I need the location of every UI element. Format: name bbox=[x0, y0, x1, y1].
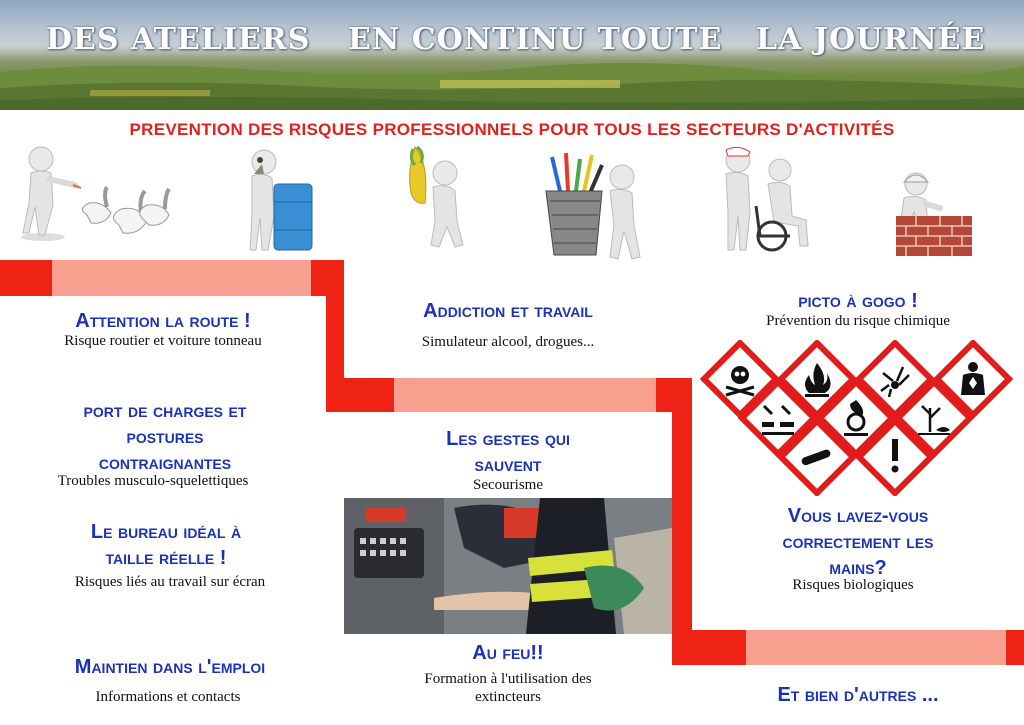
stair-bar-right-pink bbox=[746, 630, 1006, 665]
workshop-picto-title: picto à gogo ! bbox=[798, 290, 918, 312]
stair-bar-mid-pink bbox=[394, 378, 656, 412]
stair-bar-left-pink bbox=[52, 260, 311, 296]
stair-bar-right-red bbox=[672, 630, 746, 665]
subtitle: PREVENTION DES RISQUES PROFESSIONNELS POUR TOUS LES SECTEURS D'ACTIVITÉS bbox=[129, 120, 895, 139]
workshop-charges-title-line-3: contraignantes bbox=[98, 452, 232, 474]
workshop-mains-title-line-2: correctement les bbox=[782, 531, 934, 553]
workshop-bureau-title-line-2: taille réelle ! bbox=[105, 547, 227, 569]
workshop-bureau-title-line-1: Le bureau idéal à bbox=[90, 521, 242, 543]
stair-bar-left-red bbox=[0, 260, 52, 296]
workshop-picto-desc: Prévention du risque chimique bbox=[766, 313, 950, 329]
workshop-emploi-title: Maintien dans l'emploi bbox=[74, 656, 266, 678]
figure-with-swans bbox=[15, 145, 175, 250]
workshop-gestes-title-line-1: Les gestes qui bbox=[446, 428, 570, 450]
workshop-charges-title-line-2: postures bbox=[126, 426, 204, 448]
figure-with-gas-mask-and-barrel bbox=[242, 146, 317, 254]
hazard-pictograms bbox=[700, 340, 1015, 496]
figure-building-brick-wall bbox=[888, 170, 978, 258]
banner-title-part-2: EN CONTINU TOUTE bbox=[348, 22, 723, 57]
workshop-feu-desc-line-1: Formation à l'utilisation des bbox=[424, 671, 592, 687]
figure-with-wheelchair bbox=[720, 146, 815, 254]
workshop-feu-title: Au feu!! bbox=[472, 642, 544, 664]
workshop-addiction-desc: Simulateur alcool, drogues... bbox=[421, 334, 595, 350]
workshop-charges-desc: Troubles musculo-squelettiques bbox=[57, 473, 249, 489]
stair-bar-vertical-2 bbox=[672, 412, 692, 665]
landscape-banner bbox=[0, 0, 1024, 110]
workshop-autres-title: Et bien d'autres ... bbox=[777, 684, 939, 706]
workshop-mains-title-line-1: Vous lavez-vous bbox=[787, 505, 929, 527]
figure-carrying-corn bbox=[405, 143, 470, 253]
banner-title-part-1: DES ATELIERS bbox=[46, 22, 311, 57]
workshop-mains-desc: Risques biologiques bbox=[792, 577, 914, 593]
first-aid-photo bbox=[344, 498, 672, 634]
workshop-gestes-desc: Secourisme bbox=[473, 477, 543, 493]
workshop-route-title: Attention la route ! bbox=[75, 310, 251, 332]
workshop-mains-title-line-3: mains? bbox=[829, 557, 887, 579]
workshop-feu-desc-line-2: extincteurs bbox=[475, 689, 541, 705]
workshop-bureau-desc: Risques liés au travail sur écran bbox=[74, 574, 266, 590]
stair-bar-right-end-red bbox=[1006, 630, 1024, 665]
figure-with-pencil-cup bbox=[540, 151, 650, 263]
stair-bar-mid-red bbox=[326, 378, 394, 412]
workshop-addiction-title: Addiction et travail bbox=[423, 300, 593, 322]
stair-bar-mid-end-red bbox=[656, 378, 692, 412]
workshop-emploi-desc: Informations et contacts bbox=[95, 689, 241, 705]
workshop-route-desc: Risque routier et voiture tonneau bbox=[64, 333, 262, 349]
workshop-gestes-title-line-2: sauvent bbox=[474, 454, 542, 476]
landscape-hills bbox=[0, 60, 1024, 110]
workshop-charges-title-line-1: port de charges et bbox=[83, 400, 247, 422]
banner-title-part-3: LA JOURNÉE bbox=[756, 22, 986, 57]
stair-bar-left-end-red bbox=[311, 260, 344, 296]
